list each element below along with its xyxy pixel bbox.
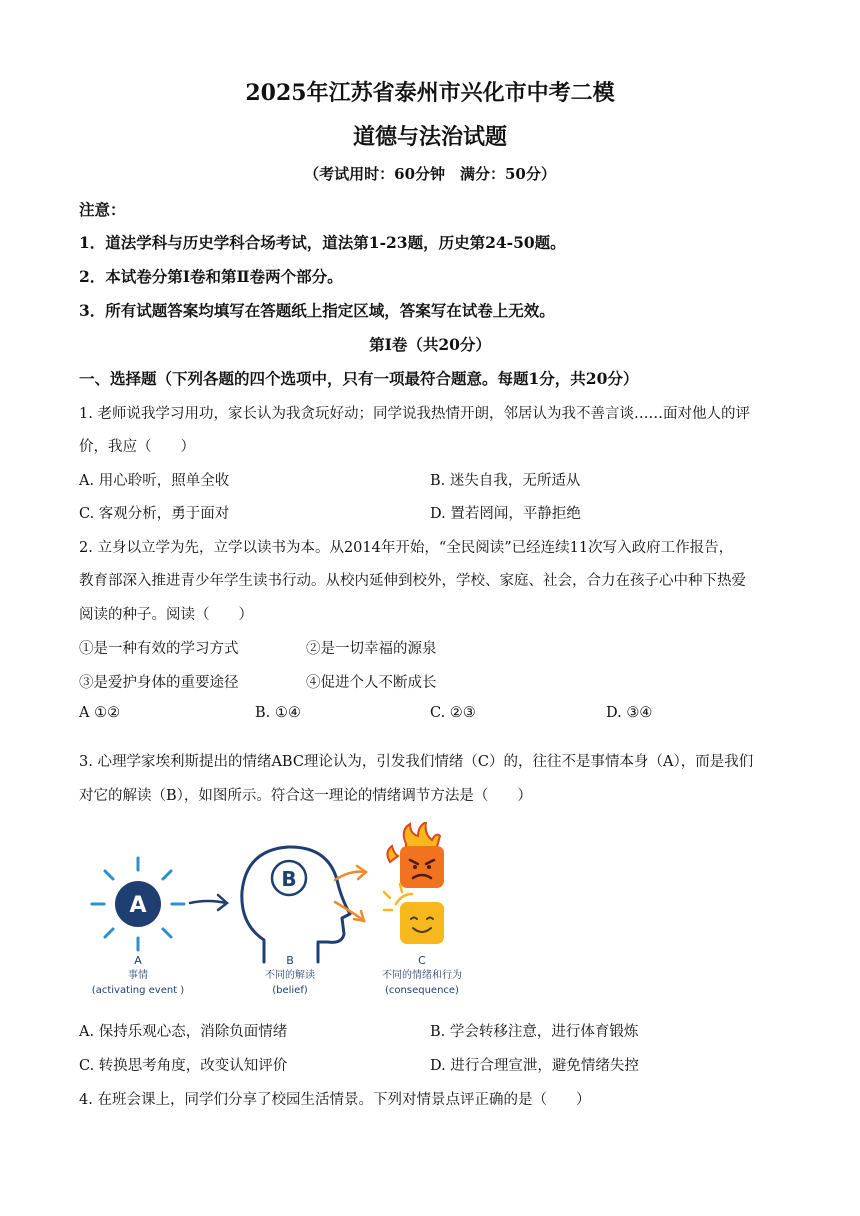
happy-face-icon — [384, 884, 444, 944]
caption-a-cn: 事情 — [128, 970, 148, 981]
belief-letter: B — [281, 867, 297, 891]
caption-c-letter: C — [418, 954, 426, 967]
q3-option-c: C. 转换思考角度，改变认知评价 — [79, 1058, 288, 1074]
exam-info: （考试用时：60分钟 满分：50分） — [304, 165, 556, 183]
angry-face-icon — [387, 822, 444, 888]
q4-line-1: 4. 在班会课上，同学们分享了校园生活情景。下列对情景点评正确的是（ ） — [79, 1092, 591, 1108]
q2-option-d: D. ③④ — [606, 705, 653, 721]
q2-line-2: 教育部深入推进青少年学生读书行动。从校内延伸到校外，学校、家庭、社会，合力在孩子心中种下热爱 — [79, 573, 746, 589]
q1-option-a: A. 用心聆听，照单全收 — [79, 473, 230, 489]
caption-c-en: (consequence) — [385, 985, 459, 996]
q2-statement-4: ④促进个人不断成长 — [306, 675, 437, 691]
section-heading: 一、选择题（下列各题的四个选项中，只有一项最符合题意。每题1分，共20分） — [79, 369, 639, 388]
arrow-right-icon — [190, 895, 227, 910]
event-letter: A — [129, 893, 147, 918]
q1-line-2: 价，我应（ ） — [79, 439, 195, 455]
q3-option-d: D. 进行合理宣泄，避免情绪失控 — [430, 1058, 639, 1074]
abc-theory-figure — [80, 822, 500, 1004]
head-belief-icon — [242, 847, 350, 962]
caption-c-cn: 不同的情绪和行为 — [382, 970, 462, 981]
notice-item-2: 2．本试卷分第Ⅰ卷和第Ⅱ卷两个部分。 — [79, 267, 343, 286]
notice-item-1: 1．道法学科与历史学科合场考试，道法第1-23题，历史第24-50题。 — [79, 233, 566, 252]
q2-statement-3: ③是爱护身体的重要途径 — [79, 675, 239, 691]
q3-line-1: 3. 心理学家埃利斯提出的情绪ABC理论认为，引发我们情绪（C）的，往往不是事情本身（A），而是我们 — [79, 754, 754, 770]
q2-statement-1: ①是一种有效的学习方式 — [79, 641, 239, 657]
q1-line-1: 1. 老师说我学习用功，家长认为我贪玩好动；同学说我热情开朗，邻居认为我不善言谈……面对他人的评 — [79, 406, 750, 422]
event-burst-icon — [92, 858, 184, 950]
q3-line-2: 对它的解读（B），如图所示。符合这一理论的情绪调节方法是（ ） — [79, 788, 532, 804]
q2-statement-2: ②是一切幸福的源泉 — [306, 641, 437, 657]
q2-option-a: A ①② — [79, 705, 121, 721]
q1-option-d: D. 置若罔闻，平静拒绝 — [430, 506, 581, 522]
caption-a-letter: A — [134, 954, 142, 967]
q1-option-b: B. 迷失自我，无所适从 — [430, 473, 581, 489]
q2-line-1: 2. 立身以立学为先，立学以读书为本。从2014年开始，“全民阅读”已经连续11次写入政府工作报告， — [79, 540, 734, 556]
caption-b-en: (belief) — [272, 985, 308, 996]
part1-heading: 第Ⅰ卷（共20分） — [369, 335, 491, 354]
q3-option-a: A. 保持乐观心态，消除负面情绪 — [79, 1024, 288, 1040]
exam-subtitle: 道德与法治试题 — [352, 124, 507, 150]
q2-option-b: B. ①④ — [255, 705, 301, 721]
caption-b-letter: B — [286, 954, 294, 967]
q2-line-3: 阅读的种子。阅读（ ） — [79, 607, 253, 623]
notice-heading: 注意： — [79, 200, 126, 219]
notice-item-3: 3．所有试题答案均填写在答题纸上指定区域，答案写在试卷上无效。 — [79, 301, 555, 320]
q1-option-c: C. 客观分析，勇于面对 — [79, 506, 230, 522]
q2-option-c: C. ②③ — [430, 705, 476, 721]
exam-title: 2025年江苏省泰州市兴化市中考二模 — [245, 80, 615, 106]
caption-a-en: (activating event ) — [91, 985, 185, 996]
q3-option-b: B. 学会转移注意，进行体育锻炼 — [430, 1024, 639, 1040]
caption-b-cn: 不同的解读 — [265, 970, 315, 981]
